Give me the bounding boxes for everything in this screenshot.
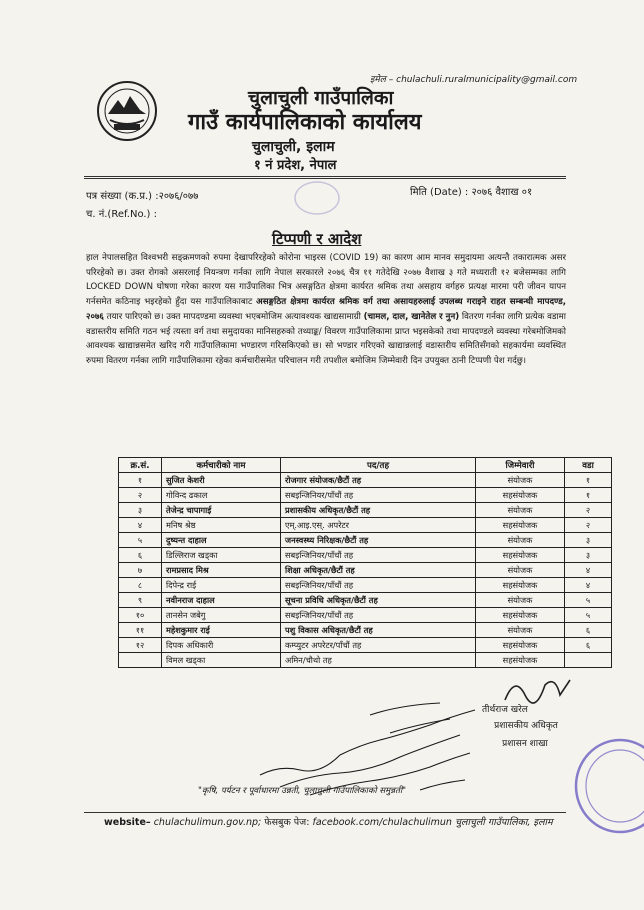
signatory-name: तीर्थराज खरेल <box>482 705 528 715</box>
body-paragraph <box>86 251 566 369</box>
cell-responsibility: संयोजक <box>476 533 565 548</box>
cell-name: विमल खड्का <box>162 653 281 668</box>
cell-responsibility: सहसंयोजक <box>476 488 565 503</box>
cell-position: सबइन्जिनियर/पाँचौं तह <box>281 548 476 563</box>
cell-name: दिपेन्द्र राई <box>162 578 281 593</box>
table-row <box>119 488 612 503</box>
cell-responsibility: सहसंयोजक <box>476 578 565 593</box>
cell-sn: २ <box>119 488 162 503</box>
cell-name: रामप्रसाद मिश्र <box>162 563 281 578</box>
cell-name: महेशकुमार राई <box>162 623 281 638</box>
cell-position: सबइन्जिनियर/पाँचौं तह <box>281 608 476 623</box>
cell-ward: १ <box>565 473 612 488</box>
col-header-responsibility: जिम्मेवारी <box>476 458 565 473</box>
table-row <box>119 473 612 488</box>
cell-name: गोविन्द ढकाल <box>162 488 281 503</box>
footer-divider <box>84 812 566 813</box>
signatory-position: प्रशासकीय अधिकृत <box>494 721 558 731</box>
cell-sn: ७ <box>119 563 162 578</box>
cell-ward: १ <box>565 488 612 503</box>
email-line: इमेल – chulachuli.ruralmunicipality@gmail.com <box>370 75 578 85</box>
cell-responsibility: सहसंयोजक <box>476 608 565 623</box>
cell-name: सुजित केशरी <box>162 473 281 488</box>
cell-position: एम्.आइ.एस्. अपरेटर <box>281 518 476 533</box>
cell-position: सूचना प्रविधि अधिकृत/छैटौं तह <box>281 593 476 608</box>
cell-position: सबइन्जिनियर/पाँचौं तह <box>281 578 476 593</box>
body-text-bold-1: असङ्गठित क्षेत्रमा कार्यरत श्रमिक वर्ग तथा असायहरुलाई उपलब्ध गराइने राहत सम्बन्धी मापदण्ड, २०७६ <box>86 297 566 322</box>
office-province: १ नं प्रदेश, नेपाल <box>254 158 337 173</box>
cell-ward: ३ <box>565 548 612 563</box>
cell-sn: ३ <box>119 503 162 518</box>
cell-position: जनस्वस्थ्य निरिक्षक/छैटौं तह <box>281 533 476 548</box>
table-row <box>119 653 612 668</box>
table-row <box>119 638 612 653</box>
footer <box>104 815 553 828</box>
cell-responsibility: सहसंयोजक <box>476 638 565 653</box>
body-text-3: वितरण गर्नका लागि प्रत्येक वडामा वडास्तरीय समिति गठन भई त्यस्ता वर्ग तथा समुदायका मानिसहरुको तथ्याङ्क/ विवरण गाउँपालिकामा प्राप्त भइसकेको तथा मापदण्डले व्यवस्था गरेबमोजिमको आवश्यक खाद्यान्नसमेत खरिद गरी गाउँपालिकामा भण्डारण गरिसकिएको छ। सो भण्डार गरिएको खाद्यान्नलाई वडास्तरीय समितिसँगको सहकार्यमा व्यवस्थित रुपमा वितरण गर्नका लागि गाउँपालिकामा रहेका कर्मचारीसमेत परिचालन गरी तपशील बमोजिम जिम्मेवारी दिन उपयुक्त ठानी टिप्पणी पेश गर्दछु। <box>86 311 567 366</box>
cell-position: सबइन्जिनियर/पाँचौं तह <box>281 488 476 503</box>
cell-position: शिक्षा अधिकृत/छैटौं तह <box>281 563 476 578</box>
footer-facebook-label: फेसबुक पेज: <box>264 817 310 828</box>
cell-sn: १० <box>119 608 162 623</box>
table-row <box>119 563 612 578</box>
cell-name: तानसेन जबेगु <box>162 608 281 623</box>
table-header-row <box>119 458 612 473</box>
office-location: चुलाचुली, इलाम <box>252 139 335 155</box>
cell-position: अमिन/चौथो तह <box>281 653 476 668</box>
cell-name: मनिष श्रेष्ठ <box>162 518 281 533</box>
table-row <box>119 518 612 533</box>
cell-ward: ४ <box>565 578 612 593</box>
body-text-bold-2: (चामल, दाल, खानेतेल र नुन) <box>363 311 460 322</box>
header-divider <box>84 176 566 177</box>
cell-responsibility: संयोजक <box>476 623 565 638</box>
cell-name: दिपक अधिकारी <box>162 638 281 653</box>
cell-name: तेजेन्द्र चापागाई <box>162 503 281 518</box>
col-header-name: कर्मचारीको नाम <box>162 458 281 473</box>
cell-responsibility: संयोजक <box>476 593 565 608</box>
cell-ward: ५ <box>565 593 612 608</box>
letter-number: पत्र संख्या (क.प्र.) :२०७६/०७७ <box>86 191 199 202</box>
cell-ward: ४ <box>565 563 612 578</box>
cell-name: डिल्लिराज खड्का <box>162 548 281 563</box>
office-subtitle: गाउँ कार्यपालिकाको कार्यालय <box>188 110 422 135</box>
table-row <box>119 503 612 518</box>
government-emblem-logo <box>96 80 158 142</box>
letter-date: मिति (Date) : २०७६ वैशाख ०१ <box>410 187 533 198</box>
cell-name: नवीनराज दाहाल <box>162 593 281 608</box>
cell-sn: ४ <box>119 518 162 533</box>
footer-website-label: website– <box>104 817 151 828</box>
table-row <box>119 623 612 638</box>
cell-name: दुष्यन्त दाहाल <box>162 533 281 548</box>
footer-facebook-link[interactable]: facebook.com/chulachulimun <box>312 817 452 828</box>
table-row <box>119 533 612 548</box>
table-row <box>119 548 612 563</box>
cell-sn <box>119 653 162 668</box>
body-text-1: हाल नेपालसहित विश्वभरी सङ्क्रमणको रुपमा देखापरिरहेको कोरोना भाइरस (COVID 19) का कारण आम मानव समुदायमा अत्यन्तै तकारात्मक असर परिरहेको छ। उक्त रोगको असरलाई नियन्त्रण गर्नका लागि नेपाल सरकारले २०७६ चैत्र ११ गतेदेखि २०७७ वैशाख ३ गते मध्यराती १२ बजेसम्मका लागि LOCKED DOWN घोषणा गरेका कारण यस गाउँपालिका भित्र असङ्गठित क्षेत्रमा कार्यरत श्रमिक तथा असहाय वर्गहरु प्रत्यक्ष मारमा परी जीवन यापन गर्नसमेत कठिनाइ भइरहेको हुँदा यस गाउँपालिकाबाट <box>86 253 566 308</box>
cell-ward: ६ <box>565 623 612 638</box>
cell-position: रोजगार संयोजक/छैटौं तह <box>281 473 476 488</box>
cell-position: प्रशासकीय अधिकृत/छैटौं तह <box>281 503 476 518</box>
reference-number: च. नं.(Ref.No.) : <box>86 209 158 220</box>
cell-sn: ५ <box>119 533 162 548</box>
cell-responsibility: संयोजक <box>476 473 565 488</box>
office-name: चुलाचुली गाउँपालिका <box>248 87 394 109</box>
col-header-ward: वडा <box>565 458 612 473</box>
cell-responsibility: सहसंयोजक <box>476 548 565 563</box>
cell-ward: ३ <box>565 533 612 548</box>
office-rubber-stamp <box>560 736 644 836</box>
cell-responsibility: सहसंयोजक <box>476 518 565 533</box>
staff-table <box>118 457 612 668</box>
cell-ward <box>565 653 612 668</box>
cell-ward: २ <box>565 518 612 533</box>
cell-ward: ५ <box>565 608 612 623</box>
body-text-2: तयार पारिएको छ। उक्त मापदण्डमा व्यवस्था भएबमोजिम अत्यावश्यक खाद्यसामाग्री <box>106 311 361 322</box>
cell-ward: ६ <box>565 638 612 653</box>
cell-sn: ९ <box>119 593 162 608</box>
table-row <box>119 593 612 608</box>
footer-website-link[interactable]: chulachulimun.gov.np; <box>153 817 262 828</box>
col-header-position: पद/तह <box>281 458 476 473</box>
col-header-sn: क्र.सं. <box>119 458 162 473</box>
cell-ward: २ <box>565 503 612 518</box>
cell-sn: ६ <box>119 548 162 563</box>
cell-responsibility: सहसंयोजक <box>476 653 565 668</box>
cell-position: पशु विकास अधिकृत/छैटौं तह <box>281 623 476 638</box>
signatory-section: प्रशासन शाखा <box>502 739 548 749</box>
cell-sn: ८ <box>119 578 162 593</box>
cell-responsibility: संयोजक <box>476 503 565 518</box>
cell-position: कम्प्युटर अपरेटर/पाँचौं तह <box>281 638 476 653</box>
slogan: "कृषि, पर्यटन र पूर्वाधारमा उन्नती, चुलाचुली गाउँपालिकाको समुन्नती" <box>198 786 407 796</box>
cell-sn: १२ <box>119 638 162 653</box>
footer-office-tail: चुलाचुली गाउँपालिका, इलाम <box>454 817 553 828</box>
cell-sn: ११ <box>119 623 162 638</box>
faint-stamp <box>292 178 342 218</box>
cell-responsibility: संयोजक <box>476 563 565 578</box>
document-title: टिप्पणी र आदेश <box>272 230 362 248</box>
cell-sn: १ <box>119 473 162 488</box>
table-row <box>119 608 612 623</box>
table-row <box>119 578 612 593</box>
